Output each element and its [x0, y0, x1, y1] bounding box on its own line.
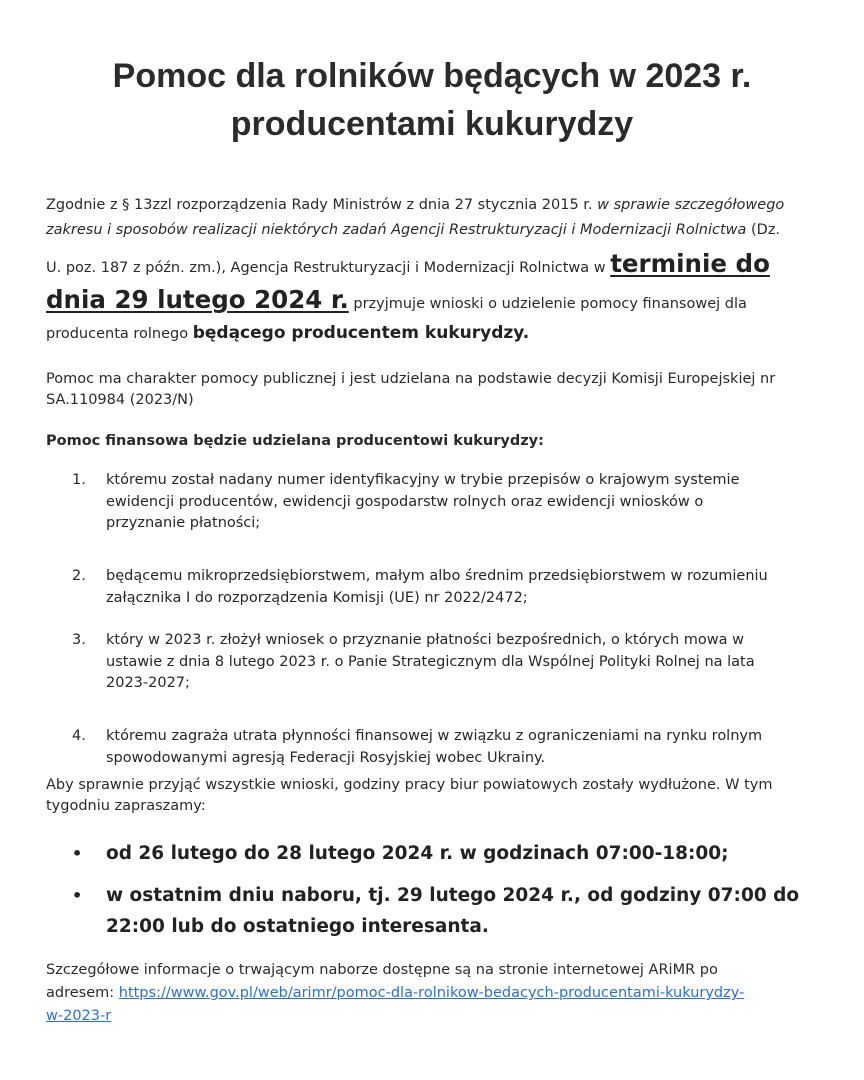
- intro-text-e: producenta rolnego: [46, 326, 193, 342]
- info-paragraph: [46, 959, 826, 1028]
- list-item-line: 2023-2027;: [106, 675, 190, 691]
- list-number: 3.: [72, 632, 86, 648]
- link-text-part-1: https://www.gov.pl/web/arimr/pomoc-dla-rolnikow-bedacych-producentami-kukurydzy-: [118, 985, 745, 1001]
- list-item-line: od 26 lutego do 28 lutego 2024 r. w godzinach 07:00-18:00;: [106, 843, 729, 864]
- criteria-list: [72, 470, 832, 769]
- list-item-line: 22:00 lub do ostatniego interesanta.: [106, 916, 489, 937]
- hours-intro-line-1: Aby sprawnie przyjąć wszystkie wnioski, godziny pracy biur powiatowych zostały wydłużone. W tym: [46, 777, 773, 793]
- intro-text-c: U. poz. 187 z późn. zm.), Agencja Restrukturyzacji i Modernizacji Rolnictwa w: [46, 260, 611, 276]
- info-line-1: Szczegółowe informacje o trwającym naborze dostępne są na stronie internetowej ARiMR po: [46, 962, 718, 978]
- page-title: [40, 52, 824, 148]
- office-hours-list: [72, 838, 832, 942]
- list-number: 4.: [72, 728, 86, 744]
- list-item-line: któremu zagraża utrata płynności finansowej w związku z ograniczeniami na rynku rolnym: [106, 728, 763, 744]
- hours-intro-paragraph: [46, 775, 826, 817]
- title-line-2: producentami kukurydzy: [230, 105, 634, 143]
- list-item-line: w ostatnim dniu naboru, tj. 29 lutego 2024 r., od godziny 07:00 do: [106, 885, 800, 906]
- public-aid-paragraph: [46, 369, 826, 411]
- intro-line-4: [46, 287, 826, 317]
- arimr-link[interactable]: [46, 985, 744, 1024]
- intro-text-b: (Dz.: [746, 222, 781, 238]
- list-item-line: ewidencji producentów, ewidencji gospodarstw rolnych oraz ewidencji wniosków o: [106, 493, 704, 510]
- hours-intro-line-2: tygodniu zapraszamy:: [46, 798, 206, 814]
- criteria-heading: Pomoc finansowa będzie udzielana producentowi kukurydzy:: [46, 433, 544, 449]
- public-aid-line-1: Pomoc ma charakter pomocy publicznej i jest udzielana na podstawie decyzji Komisji Europejskiej nr: [46, 371, 776, 387]
- list-item: [72, 726, 832, 769]
- bullet-icon: •: [72, 844, 83, 863]
- title-line-1: Pomoc dla rolników będących w 2023 r.: [112, 57, 752, 95]
- intro-line-3: [46, 251, 826, 281]
- list-item: [72, 630, 832, 726]
- info-prefix: adresem:: [46, 985, 119, 1001]
- list-item: [72, 566, 832, 630]
- list-item: [72, 880, 832, 942]
- list-number: 1.: [72, 472, 86, 488]
- list-item-line: przyznanie płatności;: [106, 515, 261, 531]
- intro-line-2: [46, 218, 826, 243]
- list-item: [72, 838, 832, 880]
- regulation-title-part-2: zakresu i sposobów realizacji niektórych zadań Agencji Restrukturyzacji i Modernizacji Rolnictwa: [46, 222, 747, 238]
- list-item-line: ustawie z dnia 8 lutego 2023 r. o Panie Strategicznym dla Wspólnej Polityki Rolnej na lata: [106, 653, 755, 670]
- regulation-title-part-1: w sprawie szczegółowego: [597, 197, 785, 213]
- list-item: [72, 470, 832, 566]
- list-item-line: któremu został nadany numer identyfikacyjny w trybie przepisów o krajowym systemie: [106, 472, 740, 488]
- list-item-line: który w 2023 r. złożył wniosek o przyznanie płatności bezpośrednich, o których mowa w: [106, 632, 744, 648]
- link-text-part-2: w-2023-r: [46, 1008, 112, 1024]
- list-item-line: będącemu mikroprzedsiębiorstwem, małym albo średnim przedsiębiorstwem w rozumieniu: [106, 568, 768, 584]
- beneficiary-highlight: będącego producentem kukurydzy.: [192, 323, 530, 343]
- intro-text-d: przyjmuje wnioski o udzielenie pomocy finansowej dla: [348, 296, 747, 312]
- deadline-part-2: dnia 29 lutego 2024 r.: [46, 285, 349, 314]
- info-line-2: [46, 985, 744, 1024]
- intro-line-1: [46, 193, 826, 218]
- list-item-line: spowodowanymi agresją Federacji Rosyjskiej wobec Ukrainy.: [106, 749, 546, 766]
- intro-line-5: [46, 321, 826, 347]
- intro-paragraph: [46, 193, 826, 347]
- bullet-icon: •: [72, 886, 83, 905]
- intro-text-a: Zgodnie z § 13zzl rozporządzenia Rady Ministrów z dnia 27 stycznia 2015 r.: [46, 197, 598, 213]
- deadline-part-1: terminie do: [610, 249, 770, 278]
- list-number: 2.: [72, 568, 86, 584]
- public-aid-line-2: SA.110984 (2023/N): [46, 392, 194, 408]
- list-item-line: załącznika I do rozporządzenia Komisji (UE) nr 2022/2472;: [106, 589, 528, 606]
